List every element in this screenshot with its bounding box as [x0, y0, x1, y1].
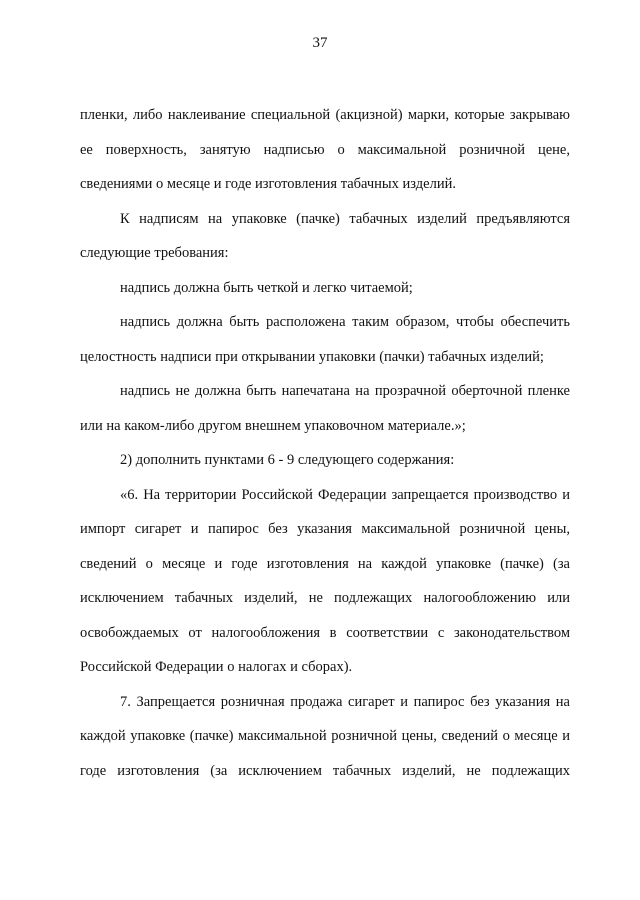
text-line: ее поверхность, занятую надписью о максимальной розничной цене, — [80, 141, 570, 158]
document-body — [80, 98, 570, 788]
text-line: освобождаемых от налогообложения в соответствии с законодательством — [80, 624, 570, 641]
text-line: импорт сигарет и папирос без указания максимальной розничной цены, — [80, 521, 570, 537]
text-line: целостность надписи при открывании упаковки (пачки) табачных изделий; — [80, 348, 544, 365]
text-line: надпись не должна быть напечатана на прозрачной оберточной пленке — [120, 383, 570, 399]
text-line: «6. На территории Российской Федерации запрещается производство и — [120, 486, 570, 503]
text-line: надпись должна быть четкой и легко читаемой; — [120, 279, 413, 296]
text-line: сведениями о месяце и годе изготовления табачных изделий. — [80, 176, 456, 192]
text-line: годе изготовления (за исключением табачных изделий, не подлежащих — [80, 762, 570, 779]
text-line: сведений о месяце и годе изготовления на каждой упаковке (пачке) (за — [80, 555, 570, 572]
text-line: 2) дополнить пунктами 6 - 9 следующего содержания: — [120, 452, 455, 468]
text-line: следующие требования: — [80, 245, 229, 261]
page-number: 37 — [312, 35, 328, 51]
text-line: 7. Запрещается розничная продажа сигарет и папирос без указания на — [120, 693, 570, 710]
text-line: Российской Федерации о налогах и сборах). — [80, 659, 353, 675]
text-line: исключением табачных изделий, не подлежащих налогообложению или — [80, 590, 570, 606]
text-line: пленки, либо наклеивание специальной (акцизной) марки, которые закрываю — [80, 107, 570, 123]
text-line: или на каком-либо другом внешнем упаковочном материале.»; — [80, 417, 466, 434]
text-line: надпись должна быть расположена таким образом, чтобы обеспечить — [120, 314, 570, 330]
text-line: каждой упаковке (пачке) максимальной розничной цены, сведений о месяце и — [80, 728, 570, 744]
text-line: К надписям на упаковке (пачке) табачных изделий предъявляются — [120, 210, 570, 227]
